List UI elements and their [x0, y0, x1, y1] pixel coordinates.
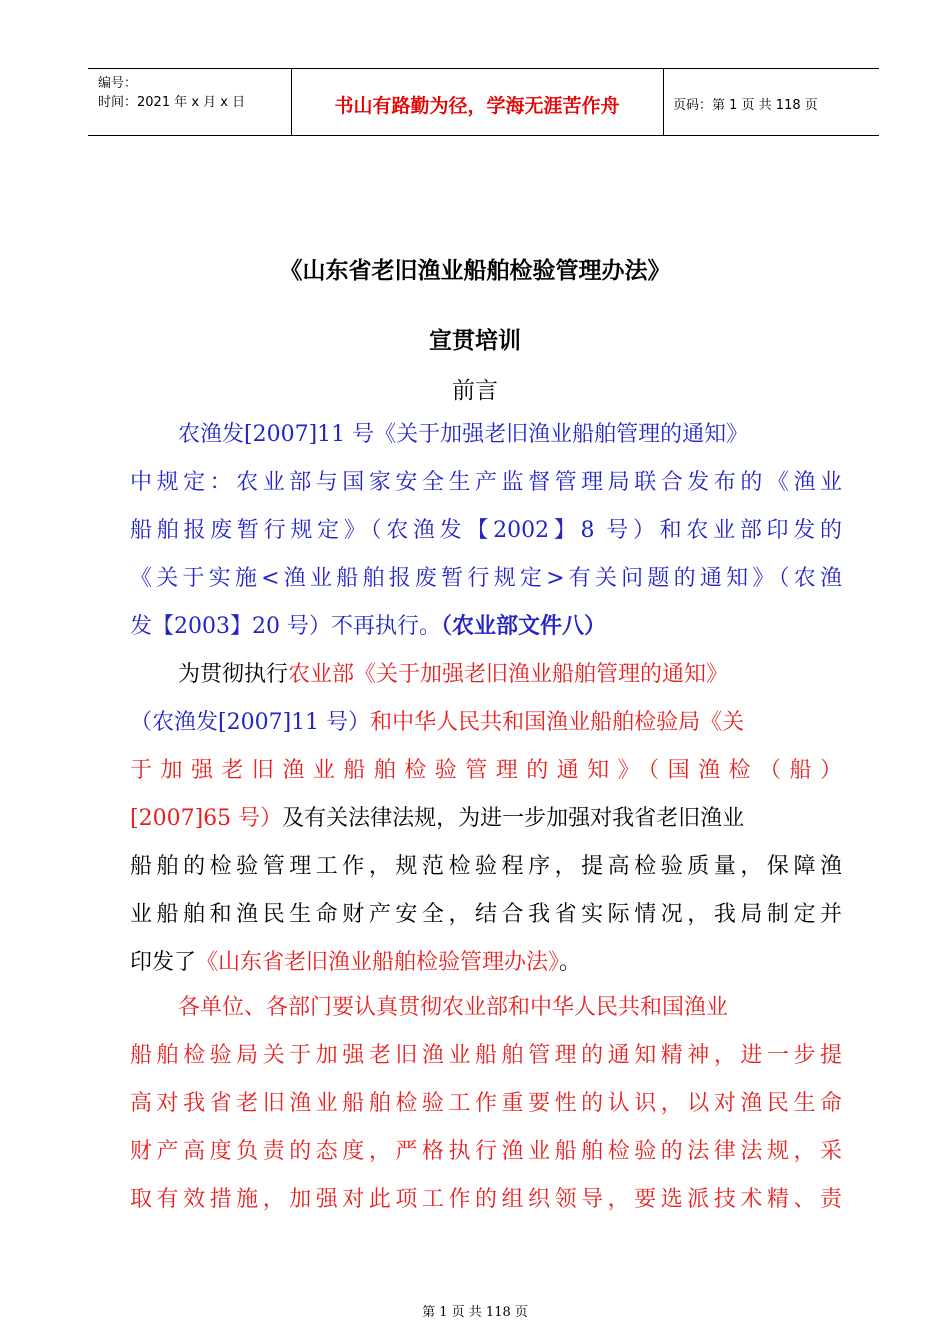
- paragraph-2-line-2-a: （农渔发[2007]11 号）: [130, 710, 371, 735]
- header-motto: 书山有路勤为径，学海无涯苦作舟: [334, 95, 620, 117]
- document-subtitle: 宣贯培训: [429, 328, 521, 354]
- paragraph-2-line-1-b: 农业部《关于加强老旧渔业船舶管理的通知》: [288, 662, 729, 687]
- paragraph-2-line-2: [130, 699, 744, 747]
- paragraph-3-line-3: 高对我省老旧渔业船舶检验工作重要性的认识，以对渔民生命: [130, 1091, 842, 1116]
- paragraph-2-line-5: 船舶的检验管理工作，规范检验程序，提高检验质量，保障渔: [130, 854, 842, 879]
- paragraph-1-line-5-text: 发【2003】20 号）不再执行。: [130, 614, 441, 639]
- paragraph-1-line-5: [130, 603, 606, 651]
- paragraph-3-line-1: 各单位、各部门要认真贯彻农业部和中华人民共和国渔业: [178, 995, 729, 1020]
- paragraph-2-line-3: 于加强老旧渔业船舶检验管理的通知》（国渔检（船）: [130, 758, 842, 783]
- paragraph-2-line-7-c: 。: [559, 950, 582, 975]
- document-time-label: 时间：2021 年 x 月 x 日: [98, 95, 246, 110]
- paragraph-2-line-4: [130, 795, 744, 843]
- paragraph-2-line-7: [130, 939, 581, 987]
- paragraph-1-line-3: 船舶报废暂行规定》（农渔发【2002】8 号）和农业部印发的: [130, 518, 842, 543]
- header-motto-cell: [291, 69, 664, 135]
- paragraph-1-line-2: 中规定：农业部与国家安全生产监督管理局联合发布的《渔业: [130, 470, 842, 495]
- preface-heading: 前言: [452, 378, 498, 404]
- header-info-cell: [88, 69, 292, 135]
- document-source-note: （农业部文件八）: [440, 614, 606, 639]
- header-page-number: 页码：第 1 页 共 118 页: [673, 98, 818, 113]
- paragraph-1-line-1: 农渔发[2007]11 号《关于加强老旧渔业船舶管理的通知》: [178, 422, 749, 447]
- header-page-cell: [663, 69, 879, 135]
- paragraph-3-line-2: 船舶检验局关于加强老旧渔业船舶管理的通知精神，进一步提: [130, 1043, 842, 1068]
- paragraph-3-line-5: 取有效措施，加强对此项工作的组织领导，要选派技术精、责: [130, 1187, 842, 1212]
- paragraph-2-line-2-b: 和中华人民共和国渔业船舶检验局《关: [370, 710, 745, 735]
- paragraph-1-line-4: 《关于实施<渔业船舶报废暂行规定>有关问题的通知》（农渔: [130, 566, 842, 591]
- document-title: 《山东省老旧渔业船舶检验管理办法》: [279, 258, 671, 284]
- paragraph-2-line-7-b: 《山东省老旧渔业船舶检验管理办法》: [196, 950, 560, 975]
- page-footer: 第 1 页 共 118 页: [422, 1305, 528, 1320]
- paragraph-2-line-1: [178, 651, 728, 699]
- paragraph-2-line-7-a: 印发了: [130, 950, 197, 975]
- paragraph-2-line-1-a: 为贯彻执行: [178, 662, 289, 687]
- paragraph-3-line-4: 财产高度负责的态度，严格执行渔业船舶检验的法律法规，采: [130, 1139, 842, 1164]
- page-header: [88, 68, 879, 136]
- paragraph-2-line-6: 业船舶和渔民生命财产安全，结合我省实际情况，我局制定并: [130, 902, 842, 927]
- paragraph-2-line-4-a: [2007]65 号）: [130, 806, 283, 831]
- paragraph-2-line-4-b: 及有关法律法规，为进一步加强对我省老旧渔业: [282, 806, 745, 831]
- document-number-label: 编号：: [98, 76, 138, 91]
